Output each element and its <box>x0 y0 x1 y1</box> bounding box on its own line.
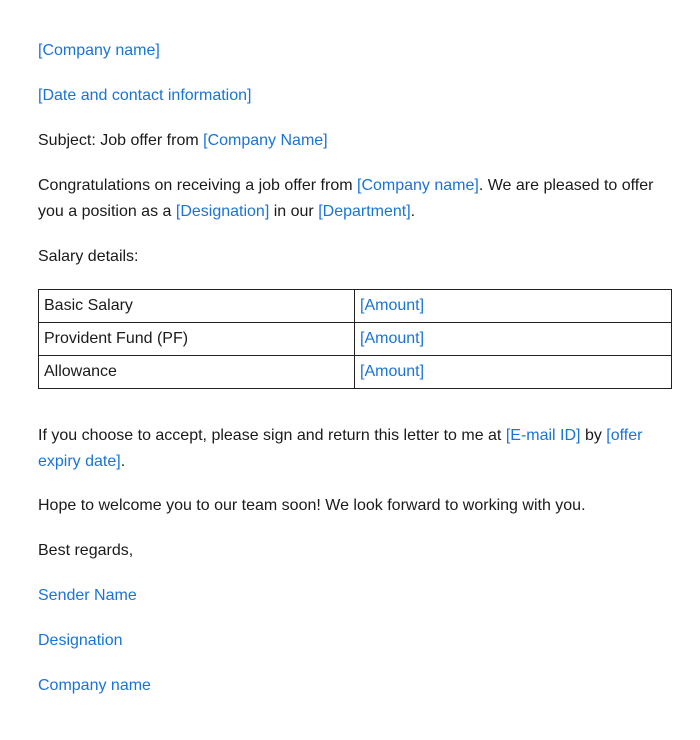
company-name-placeholder: [Company name] <box>38 42 160 59</box>
email-placeholder: [E-mail ID] <box>505 427 581 444</box>
accept-text-3: . <box>120 453 126 470</box>
intro-paragraph <box>38 173 668 225</box>
accept-paragraph <box>38 423 668 475</box>
date-contact-placeholder: [Date and contact information] <box>38 87 252 104</box>
table-row <box>39 356 672 389</box>
intro-text-1: Congratulations on receiving a job offer from <box>38 177 357 194</box>
intro-company-placeholder: [Company name] <box>357 177 479 194</box>
salary-heading: Salary details: <box>38 248 139 265</box>
salary-label-cell: Basic Salary <box>39 290 355 323</box>
intro-text-2: . We are pleased to offer you a position as a <box>38 177 654 220</box>
department-placeholder: [Department] <box>318 203 411 220</box>
salary-label-cell: Allowance <box>39 356 355 389</box>
salary-table <box>38 289 672 389</box>
accept-text-1: If you choose to accept, please sign and return this letter to me at <box>38 427 506 444</box>
regards-line: Best regards, <box>38 542 134 559</box>
salary-amount-cell: [Amount] <box>355 323 672 356</box>
closing-line: Hope to welcome you to our team soon! We look forward to working with you. <box>38 497 586 514</box>
subject-company-placeholder: [Company Name] <box>203 132 328 149</box>
table-row <box>39 323 672 356</box>
sender-name-placeholder: Sender Name <box>38 587 137 604</box>
sender-designation-placeholder: Designation <box>38 632 123 649</box>
salary-amount-cell: [Amount] <box>355 290 672 323</box>
subject-line <box>38 128 328 154</box>
intro-text-3: in our <box>269 203 319 220</box>
expiry-date-placeholder: [offer expiry date] <box>38 427 643 470</box>
designation-placeholder: [Designation] <box>175 203 270 220</box>
intro-text-4: . <box>410 203 416 220</box>
sender-company-placeholder: Company name <box>38 677 151 694</box>
salary-label-cell: Provident Fund (PF) <box>39 323 355 356</box>
subject-label: Subject: Job offer from <box>38 132 204 149</box>
salary-amount-cell: [Amount] <box>355 356 672 389</box>
accept-text-2: by <box>580 427 607 444</box>
table-row <box>39 290 672 323</box>
